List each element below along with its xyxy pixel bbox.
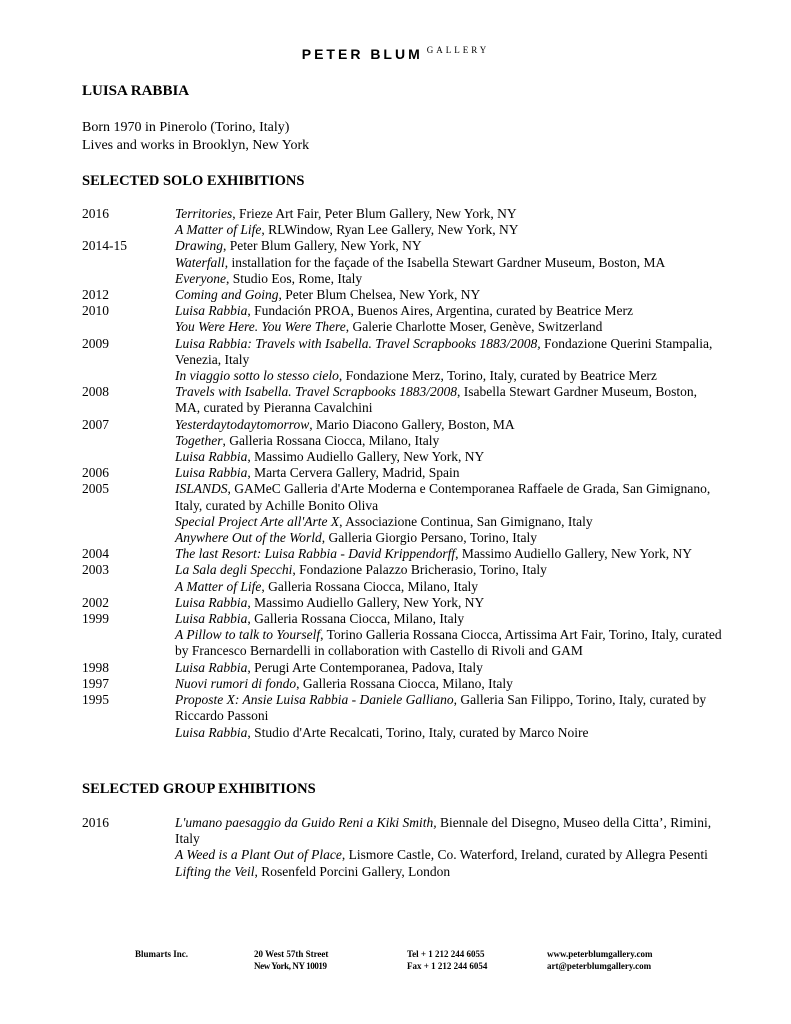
exhibition-venue: , Associazione Continua, San Gimignano, Italy	[339, 513, 593, 529]
exhibition-year: 2016	[82, 206, 109, 221]
exhibition-entries	[175, 692, 722, 741]
exhibition-venue: , Massimo Audiello Gallery, New York, NY	[247, 594, 485, 610]
exhibition-title: ISLANDS	[175, 481, 228, 497]
exhibition-title: Luisa Rabbia	[175, 724, 248, 740]
exhibition-title: Nuovi rumori di fondo	[175, 675, 297, 691]
exhibition-title: Travels with Isabella. Travel Scrapbooks 1883/2008	[175, 384, 457, 400]
footer-fax: Fax + 1 212 244 6054	[407, 961, 488, 971]
exhibition-year: 2016	[82, 815, 109, 830]
exhibition-venue: , Galleria San Filippo, Torino, Italy, curated by Riccardo Passoni	[175, 692, 707, 724]
exhibition-title: Yesterdaytodaytomorrow	[175, 416, 310, 432]
exhibition-entry	[175, 847, 722, 863]
exhibition-title: A Pillow to talk to Yourself	[175, 627, 321, 643]
exhibition-title: Luisa Rabbia	[175, 594, 248, 610]
exhibition-venue: , Studio d'Arte Recalcati, Torino, Italy, curated by Marco Noire	[247, 724, 589, 740]
exhibition-title: Coming and Going,	[175, 287, 282, 303]
exhibition-entry	[175, 206, 722, 222]
exhibition-venue: , Perugi Arte Contemporanea, Padova, Italy	[247, 659, 483, 675]
exhibition-venue: , Galleria Rossana Ciocca, Milano, Italy	[261, 578, 479, 594]
exhibition-venue: Fondazione Querini Stampalia, Venezia, Italy	[175, 335, 713, 367]
exhibition-year: 2012	[82, 287, 109, 303]
exhibition-entries	[175, 336, 722, 385]
exhibition-entries	[175, 815, 722, 880]
exhibition-entries	[175, 417, 722, 466]
exhibition-entries	[175, 287, 722, 303]
exhibition-year-row	[82, 676, 722, 692]
bio-residence: Lives and works in Brooklyn, New York	[82, 138, 310, 153]
exhibition-venue: , GAMeC Galleria d'Arte Moderna e Contemporanea Raffaele de Grada, San Gimignano, Italy, curated by Achille Bonito Oliva	[175, 481, 711, 513]
exhibition-entry	[175, 530, 722, 546]
exhibition-year-row	[82, 417, 722, 466]
exhibition-title: You Were Here. You Were There	[175, 319, 346, 335]
exhibition-year-row	[82, 287, 722, 303]
exhibition-title: Drawing	[175, 238, 224, 254]
exhibition-title: A Matter of Life	[175, 578, 262, 594]
footer-web-link[interactable]: www.peterblumgallery.com	[547, 949, 653, 959]
exhibition-venue: , Galleria Rossana Ciocca, Milano, Italy	[222, 432, 440, 448]
exhibition-entries	[175, 384, 722, 416]
exhibition-entry	[175, 579, 722, 595]
group-exhibitions-list	[82, 815, 722, 880]
exhibition-venue: , Fundación PROA, Buenos Aires, Argentina, curated by Beatrice Merz	[247, 303, 633, 319]
exhibition-venue: , Fondazione Palazzo Bricherasio, Torino, Italy	[292, 562, 547, 578]
exhibition-title: La Sala degli Specchi	[175, 562, 293, 578]
exhibition-venue: , Frieze Art Fair, Peter Blum Gallery, New York, NY	[232, 206, 517, 221]
exhibition-year-row	[82, 692, 722, 741]
exhibition-venue: , Galleria Giorgio Persano, Torino, Italy	[321, 530, 537, 546]
exhibition-entry	[175, 319, 722, 335]
exhibition-year: 2006	[82, 465, 109, 481]
exhibition-year: 2014-15	[82, 238, 127, 254]
exhibition-year-row	[82, 465, 722, 481]
exhibition-year: 2002	[82, 594, 109, 610]
exhibition-venue: , RLWindow, Ryan Lee Gallery, New York, NY	[261, 222, 519, 238]
exhibition-entries	[175, 303, 722, 335]
exhibition-entries	[175, 238, 722, 287]
exhibition-year: 1997	[82, 675, 109, 691]
exhibition-title: Luisa Rabbia: Travels with Isabella. Travel Scrapbooks 1883/2008,	[175, 335, 541, 351]
exhibition-year-row	[82, 336, 722, 385]
exhibition-entry	[175, 465, 722, 481]
exhibition-title: Proposte X: Ansie Luisa Rabbia - Daniele Galliano	[175, 692, 454, 708]
exhibition-entries	[175, 465, 722, 481]
exhibition-entry	[175, 546, 722, 562]
exhibition-year-row	[82, 815, 722, 880]
exhibition-year: 2007	[82, 416, 109, 432]
exhibition-entry	[175, 815, 722, 847]
exhibition-venue: , Massimo Audiello Gallery, New York, NY	[455, 546, 692, 562]
exhibition-title: Territories	[175, 206, 233, 221]
exhibition-venue: , Mario Diacono Gallery, Boston, MA	[309, 416, 515, 432]
exhibition-entry	[175, 514, 722, 530]
exhibition-entry	[175, 449, 722, 465]
exhibition-venue: Biennale del Disegno, Museo della Citta’, Rimini, Italy	[175, 815, 712, 847]
exhibition-title: Luisa Rabbia	[175, 465, 248, 481]
exhibition-entry	[175, 676, 722, 692]
exhibition-entry	[175, 611, 722, 627]
exhibition-year-row	[82, 238, 722, 287]
exhibition-entry	[175, 725, 722, 741]
exhibition-year: 2008	[82, 384, 109, 400]
exhibition-entry	[175, 222, 722, 238]
exhibition-entry	[175, 595, 722, 611]
exhibition-year-row	[82, 206, 722, 238]
exhibition-entry	[175, 562, 722, 578]
artist-bio	[82, 119, 309, 155]
exhibition-venue: , Isabella Stewart Gardner Museum, Boston, MA, curated by Pieranna Cavalchini	[175, 384, 697, 416]
exhibition-title: Everyone	[175, 270, 226, 286]
exhibition-title: L'umano paesaggio da Guido Reni a Kiki Smith,	[175, 815, 437, 830]
exhibition-title: Anywhere Out of the World	[175, 530, 322, 546]
gallery-letterhead	[0, 45, 791, 64]
exhibition-entry	[175, 255, 722, 271]
exhibition-year-row	[82, 546, 722, 562]
exhibition-title: Together	[175, 432, 223, 448]
exhibition-title: A Matter of Life	[175, 222, 262, 238]
exhibition-year: 1999	[82, 611, 109, 627]
footer-tel: Tel + 1 212 244 6055	[407, 949, 485, 959]
exhibition-title: Luisa Rabbia	[175, 449, 248, 465]
artist-name: LUISA RABBIA	[82, 83, 190, 99]
exhibition-venue: , Galerie Charlotte Moser, Genève, Switzerland	[345, 319, 603, 335]
exhibition-venue: , Torino Galleria Rossana Ciocca, Artissima Art Fair, Torino, Italy, curated by Francesco Bernardelli in collaboration with Castello di Rivoli and GAM	[175, 627, 722, 659]
footer-company: Blumarts Inc.	[135, 949, 189, 959]
exhibition-entries	[175, 481, 722, 546]
exhibition-venue: , Lismore Castle, Co. Waterford, Ireland, curated by Allegra Pesenti	[341, 847, 708, 863]
exhibition-venue: , Peter Blum Gallery, New York, NY	[223, 238, 422, 254]
exhibition-entry	[175, 336, 722, 368]
exhibition-title: Lifting the Veil	[175, 863, 255, 879]
exhibition-entries	[175, 562, 722, 594]
solo-exhibitions-heading: SELECTED SOLO EXHIBITIONS	[82, 173, 305, 189]
exhibition-entry	[175, 238, 722, 254]
exhibition-venue: , installation for the façade of the Isabella Stewart Gardner Museum, Boston, MA	[224, 254, 666, 270]
exhibition-year-row	[82, 562, 722, 594]
gallery-word: GALLERY	[426, 45, 490, 55]
footer-phone	[407, 948, 487, 972]
footer-contact	[547, 948, 652, 972]
exhibition-entry	[175, 287, 722, 303]
exhibition-entries	[175, 611, 722, 660]
exhibition-venue: , Marta Cervera Gallery, Madrid, Spain	[247, 465, 460, 481]
exhibition-venue: , Studio Eos, Rome, Italy	[225, 270, 363, 286]
exhibition-entry	[175, 864, 722, 880]
exhibition-entries	[175, 676, 722, 692]
exhibition-title: Luisa Rabbia	[175, 303, 248, 319]
exhibition-venue: , Massimo Audiello Gallery, New York, NY	[247, 449, 485, 465]
exhibition-entry	[175, 433, 722, 449]
exhibition-year-row	[82, 384, 722, 416]
exhibition-year: 2009	[82, 335, 109, 351]
exhibition-venue: , Rosenfeld Porcini Gallery, London	[254, 863, 451, 879]
exhibition-entry	[175, 271, 722, 287]
exhibition-title: Waterfall	[175, 254, 225, 270]
exhibition-title: Special Project Arte all'Arte X	[175, 513, 340, 529]
exhibition-venue: , Galleria Rossana Ciocca, Milano, Italy	[247, 611, 465, 627]
exhibition-year: 2005	[82, 481, 109, 497]
exhibition-year: 2003	[82, 562, 109, 578]
exhibition-entry	[175, 417, 722, 433]
exhibition-year: 2010	[82, 303, 109, 319]
exhibition-entry	[175, 627, 722, 659]
exhibition-year: 1995	[82, 692, 109, 708]
gallery-name: PETER BLUM	[301, 46, 423, 62]
exhibition-entries	[175, 660, 722, 676]
exhibition-year-row	[82, 660, 722, 676]
solo-exhibitions-list	[82, 206, 722, 741]
exhibition-entry	[175, 660, 722, 676]
exhibition-year: 1998	[82, 659, 109, 675]
footer-city: New York, NY 10019	[254, 961, 327, 971]
exhibition-entries	[175, 595, 722, 611]
exhibition-entries	[175, 206, 722, 238]
exhibition-venue: Peter Blum Chelsea, New York, NY	[281, 287, 481, 303]
exhibition-venue: , Fondazione Merz, Torino, Italy, curated by Beatrice Merz	[338, 368, 657, 384]
footer-street: 20 West 57th Street	[254, 949, 329, 959]
group-exhibitions-heading: SELECTED GROUP EXHIBITIONS	[82, 781, 316, 797]
exhibition-title: The last Resort: Luisa Rabbia - David Krippendorff	[175, 546, 456, 562]
exhibition-entry	[175, 481, 722, 513]
exhibition-entry	[175, 303, 722, 319]
exhibition-venue: , Galleria Rossana Ciocca, Milano, Italy	[296, 675, 513, 691]
footer-email-link[interactable]: art@peterblumgallery.com	[547, 961, 652, 971]
exhibition-entries	[175, 546, 722, 562]
exhibition-year: 2004	[82, 546, 109, 562]
exhibition-entry	[175, 384, 722, 416]
bio-birth: Born 1970 in Pinerolo (Torino, Italy)	[82, 120, 290, 135]
exhibition-year-row	[82, 595, 722, 611]
exhibition-title: Luisa Rabbia	[175, 611, 248, 627]
exhibition-title: In viaggio sotto lo stesso cielo	[175, 368, 339, 384]
exhibition-title: Luisa Rabbia	[175, 659, 248, 675]
exhibition-year-row	[82, 303, 722, 335]
exhibition-year-row	[82, 481, 722, 546]
exhibition-year-row	[82, 611, 722, 660]
exhibition-entry	[175, 692, 722, 724]
exhibition-title: A Weed is a Plant Out of Place	[175, 847, 342, 863]
footer-address	[254, 948, 328, 972]
exhibition-entry	[175, 368, 722, 384]
